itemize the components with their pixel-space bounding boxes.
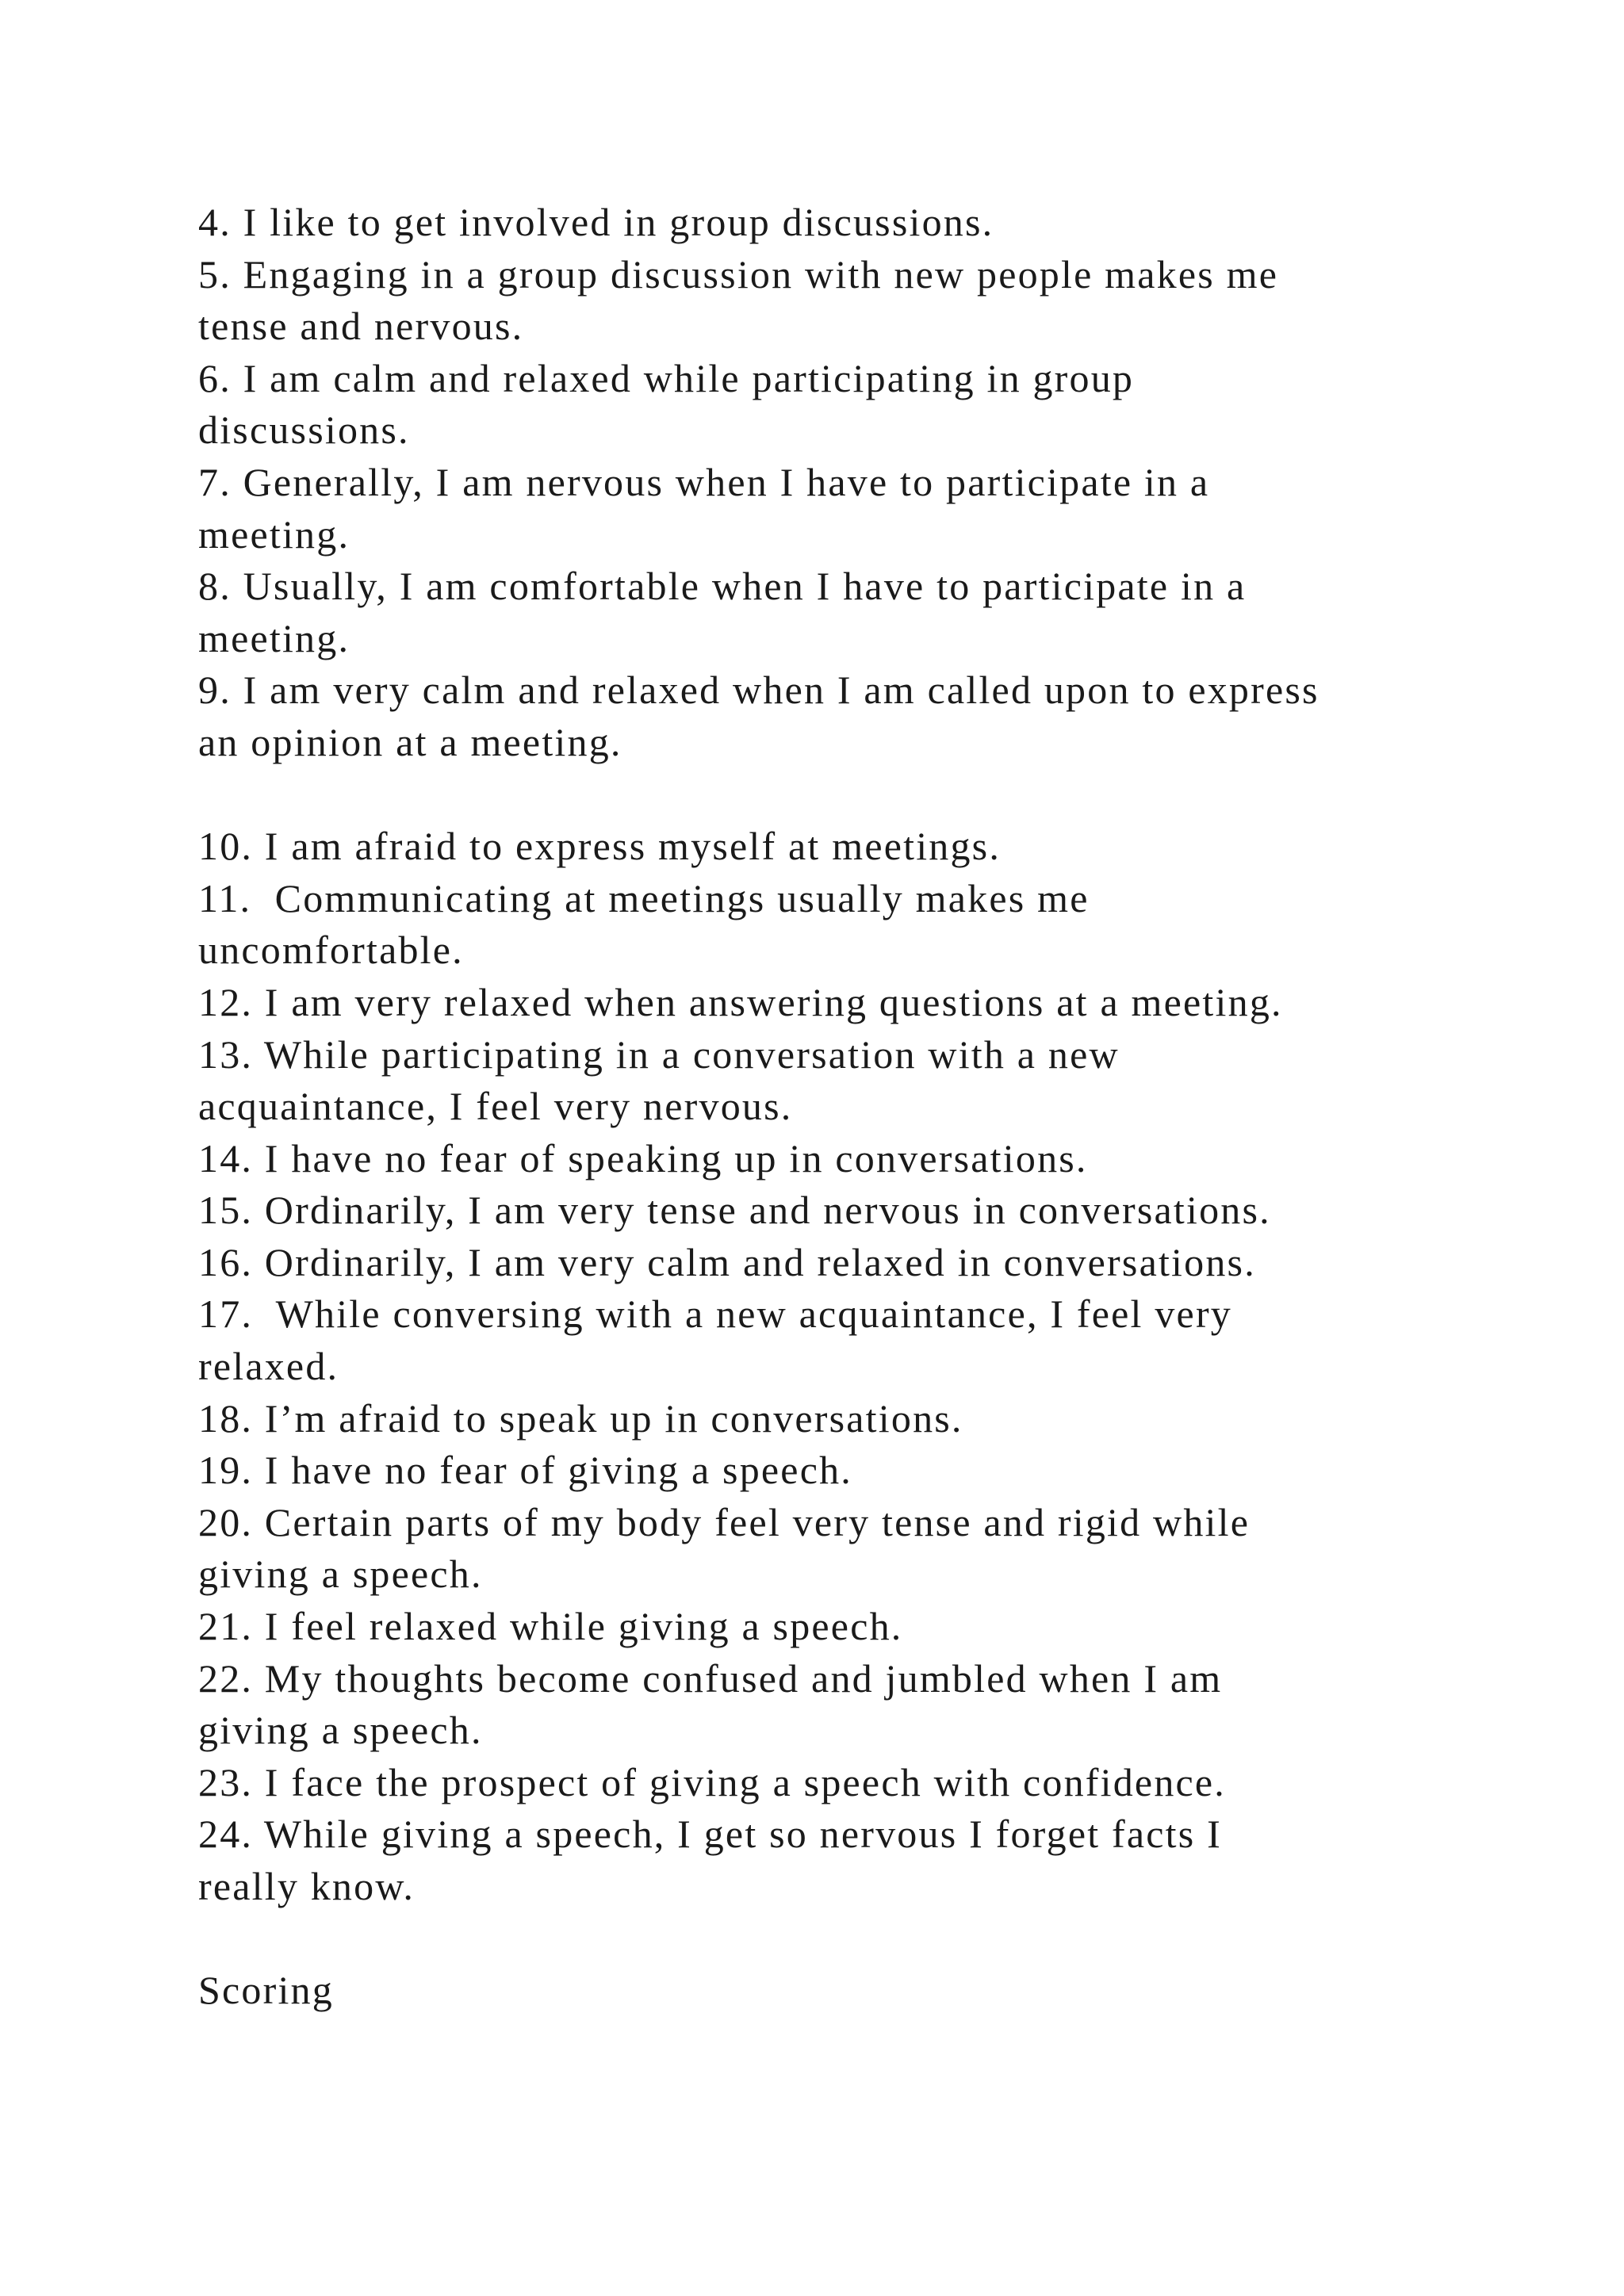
paragraph-spacer	[198, 769, 1483, 821]
list-item-18	[198, 1393, 1483, 1445]
list-item-line: 6. I am calm and relaxed while participating in group	[198, 355, 1135, 400]
list-item-14	[198, 1133, 1483, 1185]
list-item-15	[198, 1184, 1483, 1237]
list-item-line: relaxed.	[198, 1344, 339, 1389]
list-item-line: really know.	[198, 1864, 416, 1908]
list-item-19	[198, 1445, 1483, 1497]
list-item-12	[198, 977, 1483, 1029]
list-item-line: meeting.	[198, 511, 350, 557]
list-item-8	[198, 561, 1483, 664]
list-item-line: 20. Certain parts of my body feel very tense and rigid while	[198, 1499, 1251, 1544]
list-item-line: 12. I am very relaxed when answering questions at a meeting.	[198, 979, 1283, 1024]
list-item-17	[198, 1288, 1483, 1392]
list-item-5	[198, 249, 1483, 353]
list-item-line: 23. I face the prospect of giving a speech with confidence.	[198, 1759, 1227, 1804]
list-item-20	[198, 1497, 1483, 1601]
list-item-7	[198, 457, 1483, 561]
list-item-line: uncomfortable.	[198, 928, 464, 973]
list-item-line: 21. I feel relaxed while giving a speech.	[198, 1604, 903, 1649]
list-item-21	[198, 1601, 1483, 1653]
list-item-line: 13. While participating in a conversation with a new	[198, 1031, 1120, 1077]
document-body	[198, 197, 1483, 2017]
section-heading	[198, 1965, 1483, 2017]
list-item-line: 4. I like to get involved in group discussions.	[198, 200, 994, 244]
list-item-line: 24. While giving a speech, I get so nervous I forget facts I	[198, 1812, 1222, 1857]
list-item-24	[198, 1808, 1483, 1912]
list-item-line: 14. I have no fear of speaking up in conversations.	[198, 1135, 1088, 1181]
list-item-16	[198, 1237, 1483, 1289]
list-item-line: discussions.	[198, 408, 410, 453]
list-item-line: giving a speech.	[198, 1708, 483, 1753]
paragraph-spacer	[198, 1913, 1483, 1965]
list-item-line: tense and nervous.	[198, 304, 524, 349]
list-item-line: acquaintance, I feel very nervous.	[198, 1084, 793, 1129]
list-item-11	[198, 873, 1483, 977]
list-item-line: 5. Engaging in a group discussion with new people makes me	[198, 251, 1279, 297]
list-item-10	[198, 821, 1483, 873]
list-item-13	[198, 1029, 1483, 1133]
list-item-line: an opinion at a meeting.	[198, 719, 622, 764]
list-item-4	[198, 197, 1483, 249]
list-item-23	[198, 1757, 1483, 1809]
list-item-line: 8. Usually, I am comfortable when I have to participate in a	[198, 564, 1247, 609]
list-item-6	[198, 353, 1483, 457]
list-item-22	[198, 1653, 1483, 1757]
list-item-line: 22. My thoughts become confused and jumbled when I am	[198, 1655, 1223, 1701]
list-item-line: 17. While conversing with a new acquaintance, I feel very	[198, 1292, 1232, 1337]
list-item-line: giving a speech.	[198, 1552, 483, 1597]
list-item-line: 15. Ordinarily, I am very tense and nervous in conversations.	[198, 1188, 1271, 1233]
list-item-line: 10. I am afraid to express myself at meetings.	[198, 824, 1002, 869]
list-item-line: 19. I have no fear of giving a speech.	[198, 1448, 852, 1493]
list-item-line: 16. Ordinarily, I am very calm and relaxed in conversations.	[198, 1239, 1256, 1284]
list-item-line: 11. Communicating at meetings usually makes me	[198, 875, 1090, 920]
scoring-heading: Scoring	[198, 1968, 334, 2013]
list-item-line: meeting.	[198, 615, 350, 660]
list-item-line: 18. I’m afraid to speak up in conversations.	[198, 1395, 963, 1441]
list-item-line: 7. Generally, I am nervous when I have to participate in a	[198, 459, 1210, 504]
list-item-line: 9. I am very calm and relaxed when I am called upon to express	[198, 668, 1320, 713]
list-item-9	[198, 664, 1483, 768]
